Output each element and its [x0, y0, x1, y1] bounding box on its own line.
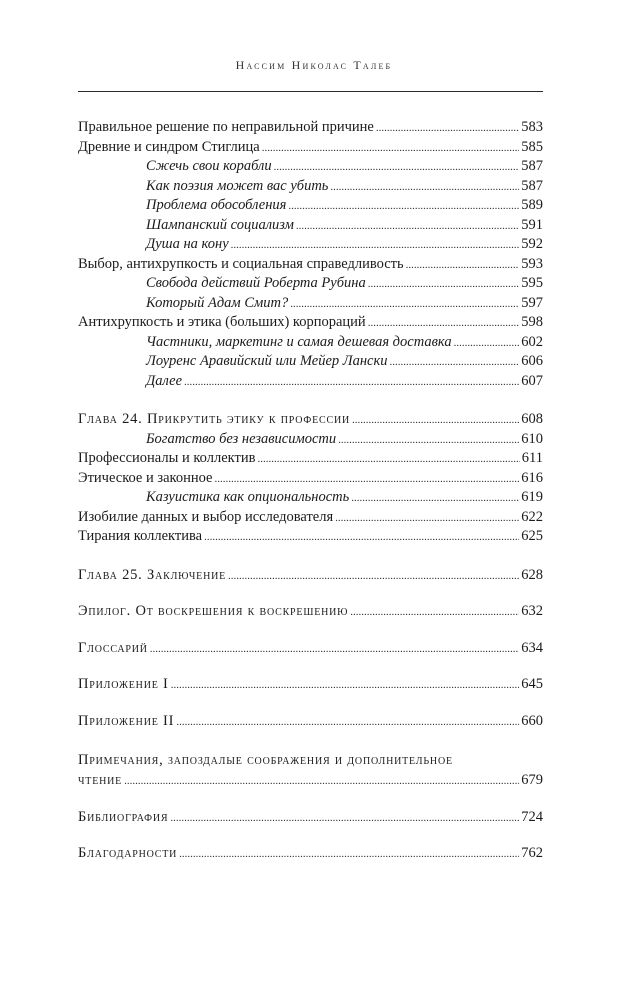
toc-entry-page: 607: [521, 372, 543, 389]
toc-entry[interactable]: [78, 334, 543, 354]
dot-leader: [204, 528, 519, 545]
toc-entry-page: 762: [521, 845, 543, 861]
dot-leader: [350, 603, 519, 620]
toc-entry-title-line-1: Примечания, запоздалые соображения и дополнительное: [78, 752, 453, 768]
toc-entry-title: Шампанский социализм: [146, 216, 294, 233]
toc-entry-title: Изобилие данных и выбор исследователя: [78, 508, 334, 525]
toc-entry-page: 597: [521, 294, 543, 311]
toc-entry-page: 660: [521, 712, 543, 729]
toc-entry-page: 616: [521, 469, 543, 486]
dot-leader: [376, 119, 519, 136]
dot-leader: [170, 809, 519, 826]
dot-leader: [257, 450, 519, 467]
toc-entry-page: 602: [521, 333, 543, 350]
toc-entry-acknowledgments[interactable]: [78, 845, 543, 865]
toc-entry-title: Благодарности: [78, 845, 178, 861]
toc-entry-page: 589: [521, 197, 543, 213]
dot-leader: [176, 713, 519, 730]
dot-leader: [231, 236, 520, 253]
toc-entry-title: Выбор, антихрупкость и социальная справедливость: [78, 255, 404, 272]
toc-entry[interactable]: [78, 295, 543, 315]
toc-entry-page: 585: [521, 138, 543, 155]
toc-entry[interactable]: [78, 489, 543, 509]
toc-entry-page: 628: [521, 566, 543, 583]
toc-entry-title: Приложение II: [78, 712, 175, 729]
dot-leader: [179, 845, 519, 862]
toc-entry-page: 606: [521, 353, 543, 369]
toc-block-chapter-24: [78, 411, 543, 548]
dot-leader: [296, 217, 519, 234]
dot-leader: [274, 158, 520, 175]
toc-entry-title: Душа на кону: [146, 236, 229, 252]
dot-leader: [338, 431, 519, 448]
toc-entry-title: Свобода действий Роберта Рубина: [146, 275, 366, 291]
toc-entry[interactable]: [78, 373, 543, 393]
table-of-contents: [78, 119, 543, 865]
dot-leader: [351, 489, 519, 506]
toc-entry-glossary[interactable]: [78, 640, 543, 660]
toc-entry-title: Правильное решение по неправильной причине: [78, 119, 374, 135]
dot-leader: [262, 139, 520, 156]
toc-entry-title: Казуистика как опциональность: [146, 489, 350, 505]
toc-entry-title: Далее: [146, 372, 183, 389]
toc-entry-title: Антихрупкость и этика (больших) корпораций: [78, 314, 366, 330]
toc-entry-chapter-25[interactable]: [78, 567, 543, 587]
toc-entry-bibliography[interactable]: [78, 809, 543, 829]
toc-entry-title: Тирания коллектива: [78, 528, 203, 544]
toc-entry-title: Проблема обособления: [146, 197, 287, 213]
toc-entry[interactable]: [78, 411, 543, 431]
toc-entry-title: Эпилог. От воскрешения к воскрешению: [78, 603, 349, 619]
toc-entry-title: Частники, маркетинг и самая дешевая доставка: [146, 333, 452, 350]
toc-entry-page: 632: [521, 603, 543, 619]
dot-leader: [330, 178, 519, 195]
toc-entry-page: 645: [521, 676, 543, 692]
toc-entry-page: 619: [521, 489, 543, 505]
toc-entry[interactable]: [78, 217, 543, 237]
toc-entry-title: Богатство без независимости: [146, 430, 337, 447]
running-header: Нассим Николас Талеб: [235, 58, 393, 72]
toc-entry-epilogue[interactable]: [78, 603, 543, 623]
toc-entry-title: Глава 25. Заключение: [78, 566, 227, 583]
toc-entry[interactable]: [78, 528, 543, 548]
toc-entry[interactable]: [78, 431, 543, 451]
toc-entry-title-line-2: чтение: [78, 772, 123, 788]
dot-leader: [171, 676, 520, 693]
dot-leader: [150, 640, 519, 657]
toc-entry[interactable]: [78, 178, 543, 198]
toc-entry-title: Древние и синдром Стиглица: [78, 138, 260, 155]
dot-leader: [390, 353, 520, 370]
dot-leader: [288, 197, 519, 214]
toc-entry-appendix-2[interactable]: [78, 713, 543, 733]
toc-entry[interactable]: [78, 158, 543, 178]
header-rule: [78, 91, 543, 92]
toc-entry-title: Этическое и законное: [78, 469, 213, 486]
toc-entry-page: 622: [521, 508, 543, 525]
dot-leader: [368, 314, 520, 331]
toc-entry[interactable]: [78, 470, 543, 490]
toc-entry[interactable]: [78, 509, 543, 529]
dot-leader: [290, 295, 519, 312]
toc-entry-page: 611: [521, 450, 543, 466]
dot-leader: [184, 373, 519, 390]
toc-entry-page: 595: [521, 275, 543, 291]
dot-leader: [368, 275, 520, 292]
toc-entry-title: Глава 24. Прикрутить этику к профессии: [78, 411, 350, 427]
dot-leader: [406, 256, 520, 273]
toc-entry-notes[interactable]: [78, 752, 543, 792]
toc-entry-appendix-1[interactable]: [78, 676, 543, 696]
toc-entry-title: Профессионалы и коллектив: [78, 450, 256, 466]
toc-entry-page: 679: [521, 772, 543, 788]
toc-entry-page: 608: [521, 411, 543, 427]
toc-entry-page: 724: [521, 808, 543, 825]
dot-leader: [124, 772, 519, 789]
toc-entry-page: 593: [521, 255, 543, 272]
toc-entry[interactable]: [78, 236, 543, 256]
toc-block-chapter-23: [78, 119, 543, 392]
toc-entry-page: 598: [521, 314, 543, 330]
toc-entry-page: 587: [521, 177, 543, 194]
dot-leader: [352, 411, 519, 428]
toc-entry-title: Глоссарий: [78, 639, 148, 656]
toc-entry-title: Лоуренс Аравийский или Мейер Лански: [146, 353, 388, 369]
toc-entry[interactable]: [78, 256, 543, 276]
toc-entry-page: 587: [521, 158, 543, 174]
toc-entry-title: Который Адам Смит?: [146, 294, 289, 311]
toc-entry[interactable]: [78, 275, 543, 295]
toc-entry[interactable]: [78, 139, 543, 159]
toc-entry-title: Библиография: [78, 808, 169, 825]
toc-entry-title: Как поэзия может вас убить: [146, 177, 329, 194]
toc-entry[interactable]: [78, 450, 543, 470]
toc-entry-page: 634: [521, 639, 543, 656]
toc-entry[interactable]: [78, 353, 543, 373]
dot-leader: [335, 509, 519, 526]
toc-entry-page: 625: [521, 528, 543, 544]
dot-leader: [228, 567, 519, 584]
toc-entry-page: 592: [521, 236, 543, 252]
toc-entry-page: 591: [521, 216, 543, 233]
toc-entry[interactable]: [78, 314, 543, 334]
dot-leader: [214, 470, 519, 487]
toc-entry-page: 610: [521, 430, 543, 447]
toc-entry[interactable]: [78, 197, 543, 217]
toc-entry-page: 583: [521, 119, 543, 135]
toc-entry-title: Приложение I: [78, 676, 169, 692]
toc-entry-title: Сжечь свои корабли: [146, 158, 272, 174]
toc-entry[interactable]: [78, 119, 543, 139]
dot-leader: [454, 334, 520, 351]
